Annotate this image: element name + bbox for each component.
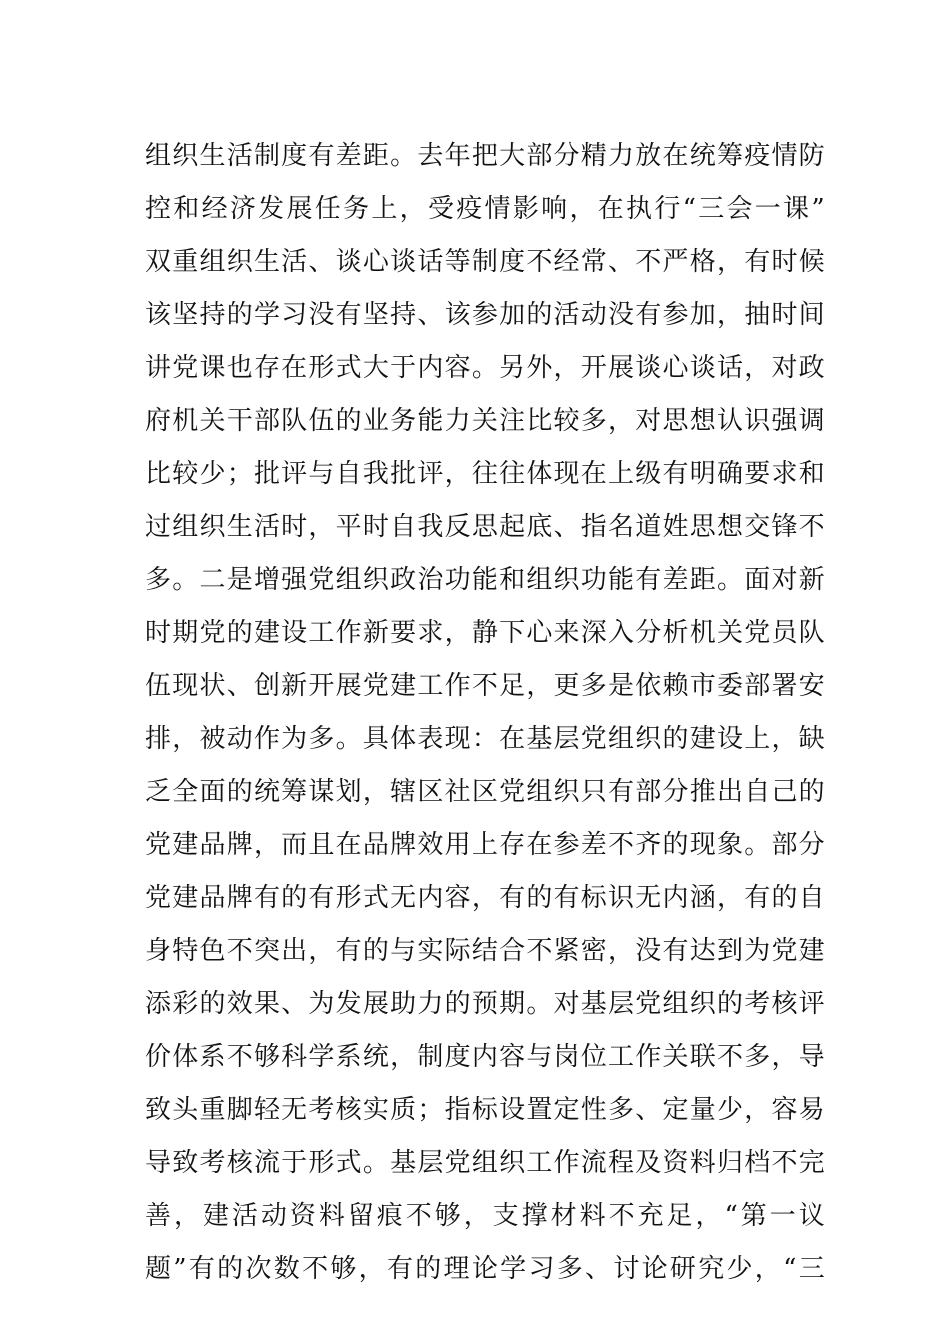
text-line: 价体系不够科学系统，制度内容与岗位工作关联不多，导 — [145, 1042, 825, 1072]
text-line: 府机关干部队伍的业务能力关注比较多，对思想认识强调 — [145, 406, 825, 436]
text-line: 排，被动作为多。具体表现：在基层党组织的建设上，缺 — [145, 724, 825, 754]
text-line: 伍现状、创新开展党建工作不足，更多是依赖市委部署安 — [145, 671, 825, 701]
text-line: 组织生活制度有差距。去年把大部分精力放在统筹疫情防 — [145, 141, 825, 171]
text-line: 身特色不突出，有的与实际结合不紧密，没有达到为党建 — [145, 936, 825, 966]
text-line: 比较少；批评与自我批评，往往体现在上级有明确要求和 — [145, 459, 825, 489]
text-line: 该坚持的学习没有坚持、该参加的活动没有参加，抽时间 — [145, 300, 825, 330]
text-line: 双重组织生活、谈心谈话等制度不经常、不严格，有时候 — [145, 247, 825, 277]
text-line: 党建品牌，而且在品牌效用上存在参差不齐的现象。部分 — [145, 830, 825, 860]
text-line: 乏全面的统筹谋划，辖区社区党组织只有部分推出自己的 — [145, 777, 825, 807]
text-line: 党建品牌有的有形式无内容，有的有标识无内涵，有的自 — [145, 883, 825, 913]
body-paragraph — [145, 130, 825, 1296]
text-line: 导致考核流于形式。基层党组织工作流程及资料归档不完 — [145, 1148, 825, 1178]
text-line: 题”有的次数不够，有的理论学习多、讨论研究少，“三 — [145, 1254, 825, 1284]
text-line: 过组织生活时，平时自我反思起底、指名道姓思想交锋不 — [145, 512, 825, 542]
text-line: 时期党的建设工作新要求，静下心来深入分析机关党员队 — [145, 618, 825, 648]
text-line: 致头重脚轻无考核实质；指标设置定性多、定量少，容易 — [145, 1095, 825, 1125]
text-line: 多。二是增强党组织政治功能和组织功能有差距。面对新 — [145, 565, 825, 595]
text-line: 讲党课也存在形式大于内容。另外，开展谈心谈话，对政 — [145, 353, 825, 383]
text-line: 控和经济发展任务上，受疫情影响，在执行“三会一课” — [145, 194, 825, 224]
text-line: 添彩的效果、为发展助力的预期。对基层党组织的考核评 — [145, 989, 825, 1019]
text-line: 善，建活动资料留痕不够，支撑材料不充足，“第一议 — [145, 1201, 825, 1231]
